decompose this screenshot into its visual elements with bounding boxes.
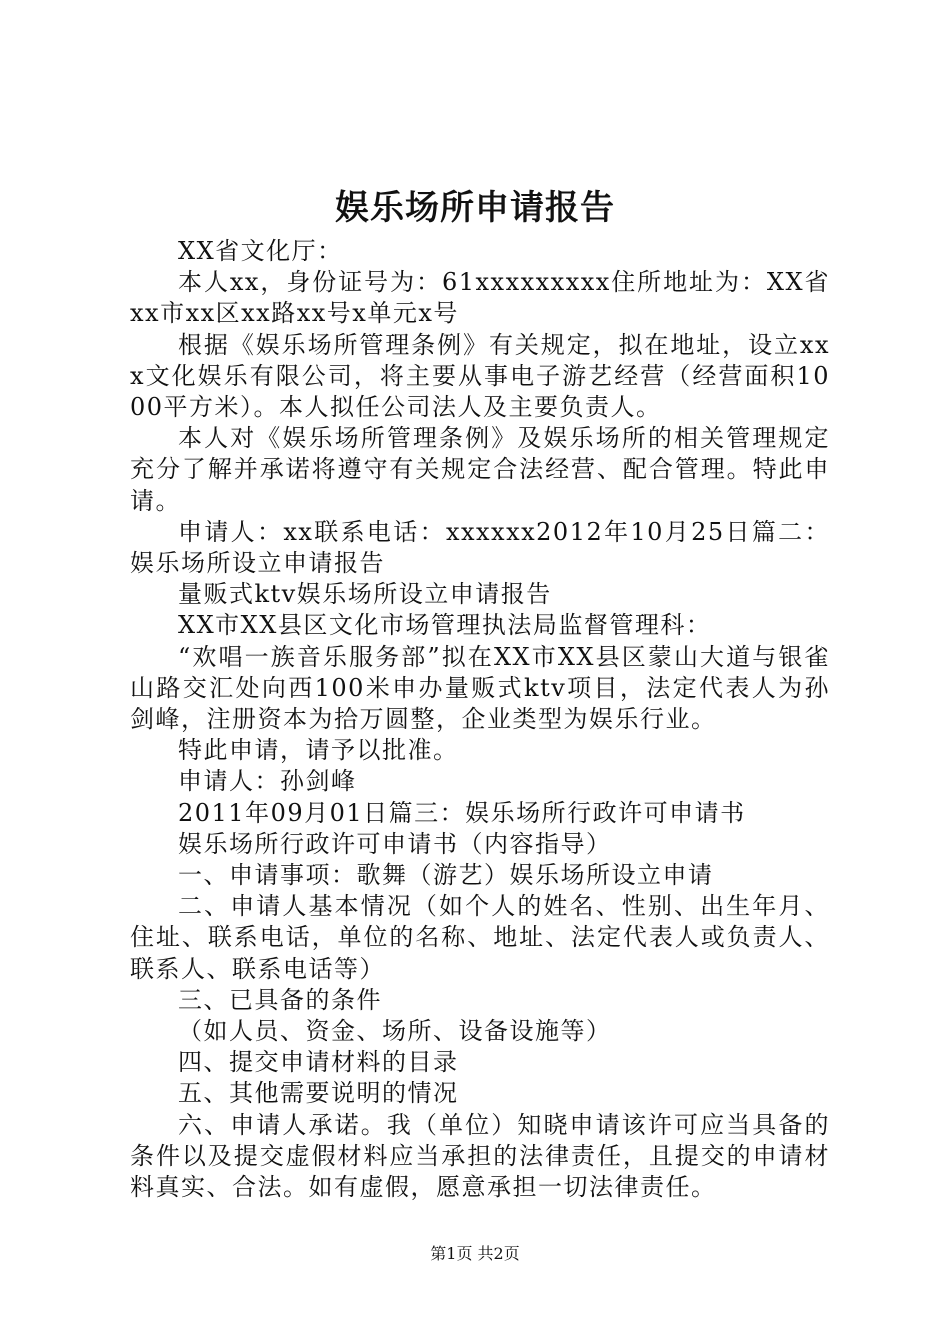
paragraph: 二、申请人基本情况（如个人的姓名、性别、出生年月、住址、联系电话，单位的名称、地址、法定代表人或负责人、联系人、联系电话等） bbox=[130, 892, 830, 983]
document-body bbox=[130, 236, 830, 1203]
paragraph: 一、申请事项：歌舞（游艺）娱乐场所设立申请 bbox=[178, 861, 714, 890]
paragraph: 本人xx，身份证号为：61xxxxxxxxx住所地址为：XX省xx市xx区xx路xx号x单元x号 bbox=[130, 268, 830, 328]
document-title: 娱乐场所申请报告 bbox=[335, 188, 615, 228]
paragraph-salutation: XX省文化厅： bbox=[178, 237, 343, 265]
paragraph: 四、提交申请材料的目录 bbox=[178, 1048, 459, 1077]
paragraph: 娱乐场所行政许可申请书（内容指导） bbox=[178, 829, 612, 858]
paragraph: 六、申请人承诺。我（单位）知晓申请该许可应当具备的条件以及提交虚假材料应当承担的法律责任，且提交的申请材料真实、合法。如有虚假，愿意承担一切法律责任。 bbox=[130, 1110, 830, 1202]
paragraph: 特此申请，请予以批准。 bbox=[178, 736, 459, 765]
page-footer: 第1页 共2页 bbox=[430, 1244, 520, 1263]
paragraph: “欢唱一族音乐服务部”拟在XX市XX县区蒙山大道与银雀山路交汇处向西100米申办量贩式ktv项目，法定代表人为孙剑峰，注册资本为拾万圆整，企业类型为娱乐行业。 bbox=[130, 642, 830, 734]
paragraph: 量贩式ktv娱乐场所设立申请报告 bbox=[178, 580, 552, 609]
paragraph: 三、已具备的条件 bbox=[178, 985, 382, 1014]
paragraph: （如人员、资金、场所、设备设施等） bbox=[178, 1017, 612, 1046]
paragraph: 五、其他需要说明的情况 bbox=[178, 1079, 459, 1108]
paragraph: 申请人：xx联系电话：xxxxxx2012年10月25日篇二：娱乐场所设立申请报告 bbox=[130, 517, 830, 578]
paragraph: 2011年09月01日篇三：娱乐场所行政许可申请书 bbox=[178, 798, 746, 827]
paragraph: 申请人：孙剑峰 bbox=[178, 767, 357, 796]
paragraph: 本人对《娱乐场所管理条例》及娱乐场所的相关管理规定充分了解并承诺将遵守有关规定合法经营、配合管理。特此申请。 bbox=[130, 424, 830, 515]
paragraph: 根据《娱乐场所管理条例》有关规定，拟在地址，设立xxx文化娱乐有限公司，将主要从事电子游艺经营（经营面积1000平方米）。本人拟任公司法人及主要负责人。 bbox=[130, 330, 830, 422]
paragraph: XX市XX县区文化市场管理执法局监督管理科： bbox=[178, 611, 712, 640]
